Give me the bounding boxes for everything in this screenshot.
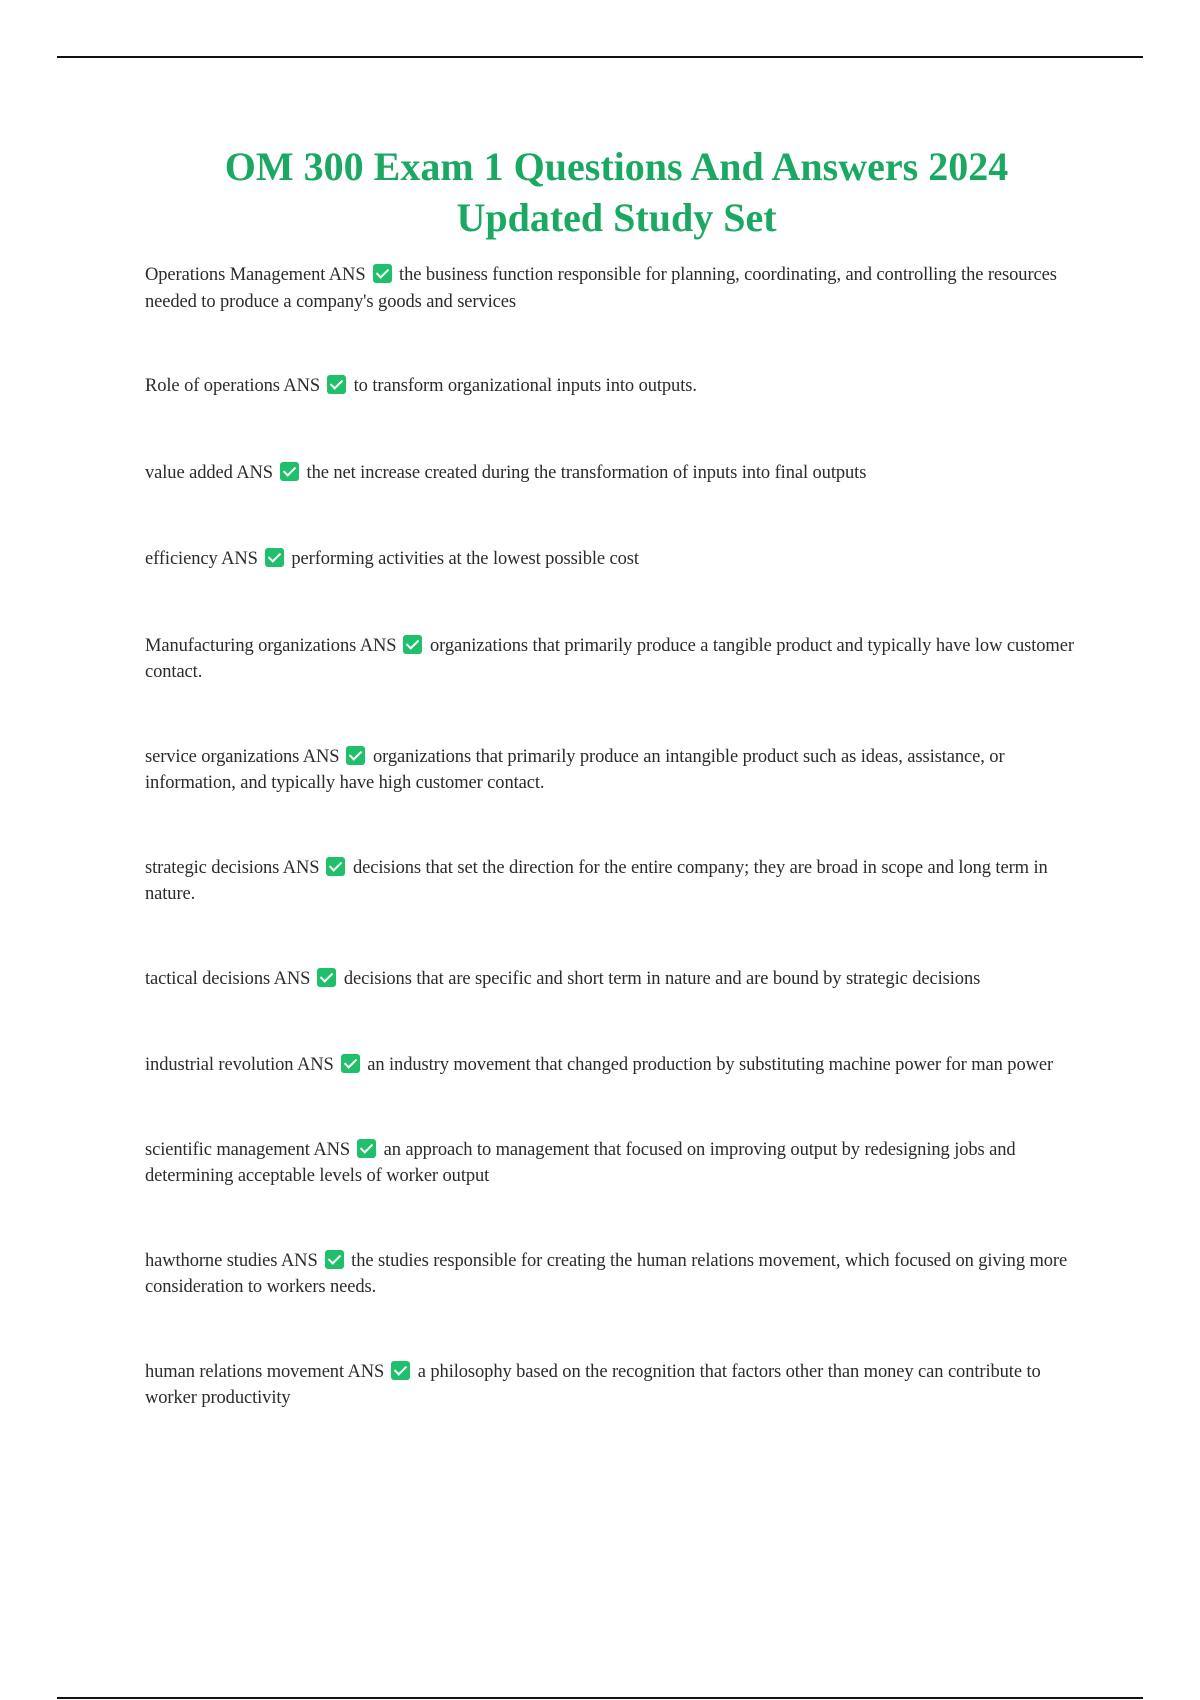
ans-marker: ANS (283, 376, 321, 396)
check-box-icon (403, 635, 422, 654)
qa-item (145, 1359, 1085, 1412)
qa-item (145, 460, 1085, 487)
qa-answer: decisions that set the direction for the entire company; they are broad in scope and long term in nature. (145, 857, 1048, 904)
qa-item (145, 262, 1085, 315)
qa-answer: an approach to management that focused on improving output by redesigning jobs and determining acceptable levels of worker output (145, 1139, 1016, 1186)
qa-term: Role of operations (145, 376, 280, 396)
check-box-icon (327, 375, 346, 394)
top-rule (57, 56, 1143, 58)
qa-item (145, 546, 1085, 573)
qa-answer: the net increase created during the transformation of inputs into final outputs (306, 462, 867, 483)
qa-answer: organizations that primarily produce an intangible product such as ideas, assistance, or information, and typically have high customer contact. (145, 746, 1005, 793)
ans-marker: ANS (280, 1250, 318, 1271)
ans-marker: ANS (236, 462, 273, 483)
check-box-icon (265, 548, 284, 567)
qa-term: human relations movement (145, 1361, 344, 1382)
qa-answer: to transform organizational inputs into outputs. (353, 376, 697, 396)
check-box-icon (346, 746, 365, 765)
ans-marker: ANS (221, 549, 258, 569)
qa-term: tactical decisions (145, 968, 271, 989)
ans-marker: ANS (302, 746, 340, 767)
check-box-icon (391, 1361, 410, 1380)
qa-term: hawthorne studies (145, 1250, 278, 1271)
check-box-icon (280, 462, 299, 481)
ans-marker: ANS (328, 265, 366, 285)
title-line-2: Updated Study Set (456, 195, 777, 240)
qa-answer: decisions that are specific and short term in nature and are bound by strategic decisions (343, 968, 981, 989)
qa-answer: organizations that primarily produce a tangible product and typically have low customer contact. (145, 635, 1074, 682)
qa-item (145, 744, 1085, 797)
qa-item (145, 855, 1085, 908)
check-box-icon (341, 1054, 360, 1073)
check-box-icon (317, 968, 336, 987)
qa-term: Manufacturing organizations (145, 635, 357, 656)
ans-marker: ANS (347, 1361, 385, 1382)
qa-answer: the studies responsible for creating the human relations movement, which focused on giving more consideration to workers needs. (145, 1250, 1068, 1297)
qa-item (145, 1052, 1085, 1079)
ans-marker: ANS (296, 1055, 334, 1075)
qa-item (145, 633, 1085, 686)
qa-term: strategic decisions (145, 857, 280, 878)
check-box-icon (326, 857, 345, 876)
qa-item (145, 1137, 1085, 1190)
qa-term: industrial revolution (145, 1055, 294, 1075)
qa-list (145, 262, 1085, 1470)
page-title (100, 141, 1133, 243)
ans-marker: ANS (282, 857, 320, 878)
qa-item (145, 1248, 1085, 1301)
qa-answer: a philosophy based on the recognition that factors other than money can contribute to worker productivity (145, 1361, 1041, 1408)
qa-item (145, 966, 1085, 993)
check-box-icon (373, 264, 392, 283)
qa-term: scientific management (145, 1139, 310, 1160)
qa-item (145, 373, 1085, 400)
qa-term: value added (145, 462, 233, 483)
qa-term: Operations Management (145, 265, 326, 285)
ans-marker: ANS (313, 1139, 351, 1160)
bottom-rule (57, 1697, 1143, 1699)
ans-marker: ANS (359, 635, 397, 656)
qa-answer: the business function responsible for planning, coordinating, and controlling the resources needed to produce a company's goods and services (145, 265, 1057, 312)
title-line-1: OM 300 Exam 1 Questions And Answers 2024 (224, 144, 1009, 189)
check-box-icon (357, 1139, 376, 1158)
qa-answer: performing activities at the lowest possible cost (291, 549, 639, 569)
ans-marker: ANS (273, 968, 311, 989)
qa-term: service organizations (145, 746, 300, 767)
qa-term: efficiency (145, 549, 218, 569)
check-box-icon (325, 1250, 344, 1269)
qa-answer: an industry movement that changed production by substituting machine power for man power (367, 1055, 1054, 1075)
